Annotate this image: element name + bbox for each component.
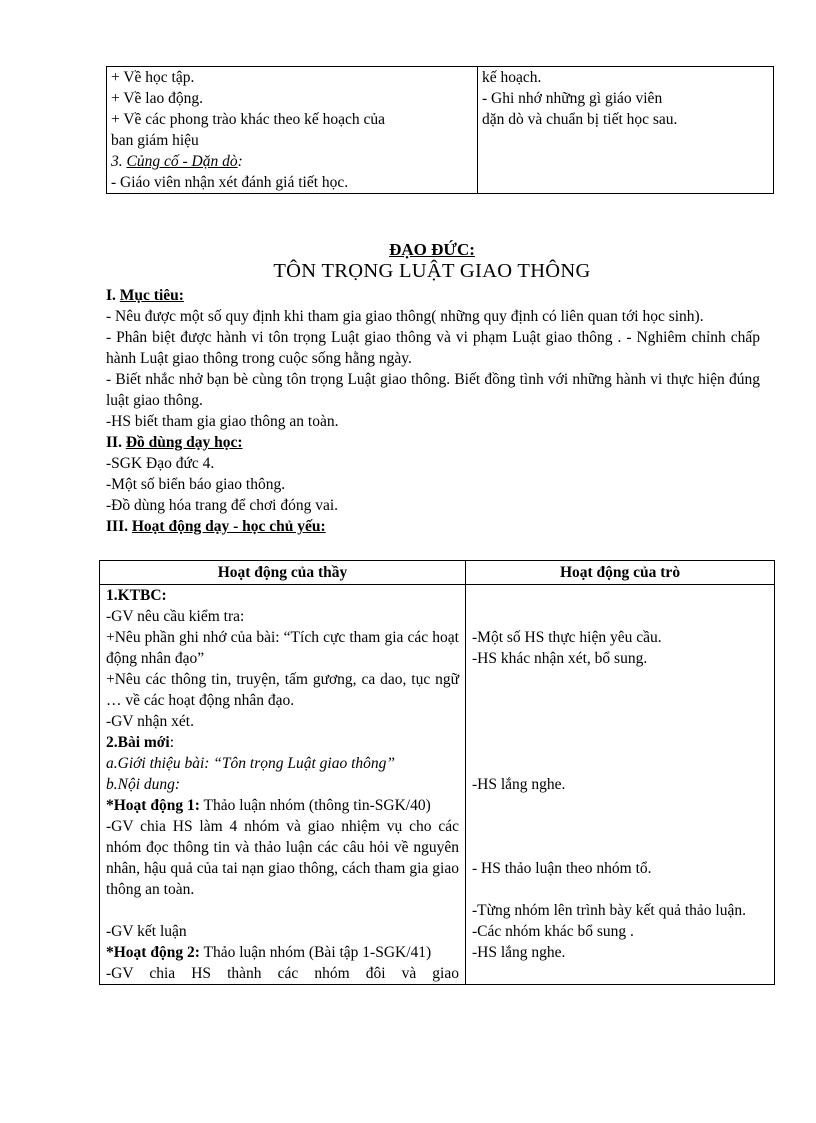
continuation-teacher-cell	[107, 67, 478, 194]
section-title: Hoạt động dạy - học chủ yếu:	[131, 518, 326, 535]
section-title: Đồ dùng dạy học:	[125, 434, 243, 451]
blank-line	[472, 795, 770, 816]
student-cell	[466, 585, 775, 985]
section-colon: :	[237, 153, 243, 170]
activity-2-text: Thảo luận nhóm (Bài tập 1-SGK/41)	[199, 944, 432, 961]
header-teacher: Hoạt động của thầy	[100, 561, 466, 585]
blank-line	[472, 669, 770, 690]
section-number: I.	[106, 287, 120, 304]
activity-2-heading	[106, 942, 459, 963]
text-line: +Nêu các thông tin, truyện, tấm gương, ca dao, tục ngữ … về các hoạt động nhân đạo.	[106, 671, 459, 709]
text-line: +Nêu phần ghi nhớ của bài: “Tích cực tham gia các hoạt động nhân đạo”	[106, 629, 459, 667]
material-item: -SGK Đạo đức 4.	[106, 455, 215, 472]
section-number: II.	[106, 434, 126, 451]
section-heading	[106, 516, 760, 537]
blank-line	[472, 753, 770, 774]
text-line: - Giáo viên nhận xét đánh giá tiết học.	[111, 174, 349, 191]
section-heading	[106, 432, 760, 453]
activity-1-body: -GV chia HS làm 4 nhóm và giao nhiệm vụ cho các nhóm đọc thông tin và thảo luận các câu hỏi về nguyên nhân, hậu quả của tai nạn giao thông, cách tham gia giao thông an toàn.	[106, 818, 459, 898]
new-lesson-label: 2.Bài mới	[106, 734, 170, 751]
activity-1-label: *Hoạt động 1:	[106, 797, 200, 814]
section-number: III.	[106, 518, 132, 535]
text-line: dặn dò và chuẩn bị tiết học sau.	[482, 111, 678, 128]
intro-line	[106, 753, 459, 774]
blank-line	[472, 837, 770, 858]
continuation-table	[106, 66, 774, 194]
blank-line	[106, 900, 459, 921]
student-item: -HS khác nhận xét, bổ sung.	[472, 650, 648, 667]
text-line: kế hoạch.	[482, 69, 542, 86]
activity-2-body: -GV chia HS thành các nhóm đôi và giao	[106, 965, 459, 982]
intro-label: a.Giới thiệu bài:	[106, 755, 210, 772]
blank-line	[472, 816, 770, 837]
ktbc-heading: 1.KTBC:	[106, 587, 167, 604]
text-line: + Về học tập.	[111, 69, 195, 86]
student-item: -HS lắng nghe.	[472, 776, 566, 793]
text-line: -GV nhận xét.	[106, 713, 194, 730]
table-row	[100, 585, 775, 985]
objective-item: - Phân biệt được hành vi tôn trọng Luật giao thông và vi phạm Luật giao thông . - Nghiêm chỉnh chấp hành Luật giao thông trong cuộc sống hằng ngày.	[106, 329, 760, 367]
section-title: Mục tiêu:	[119, 287, 184, 304]
blank-line	[472, 879, 770, 900]
objective-item: - Nêu được một số quy định khi tham gia giao thông( những quy định có liên quan tới học sinh).	[106, 308, 704, 325]
activity-2-label: *Hoạt động 2:	[106, 944, 200, 961]
student-item: -HS lắng nghe.	[472, 944, 566, 961]
blank-line	[472, 585, 770, 606]
section-heading	[106, 285, 760, 306]
objective-item: -HS biết tham gia giao thông an toàn.	[106, 413, 339, 430]
text-line: ban giám hiệu	[111, 132, 199, 149]
header-student: Hoạt động của trò	[466, 561, 775, 585]
content-label: b.Nội dung:	[106, 776, 181, 793]
student-item: -Từng nhóm lên trình bày kết quả thảo luận.	[472, 902, 746, 919]
text-line: -GV kết luận	[106, 923, 187, 940]
student-item: -Một số HS thực hiện yêu cầu.	[472, 629, 662, 646]
new-lesson-colon: :	[169, 734, 175, 751]
blank-line	[472, 732, 770, 753]
lesson-title: TÔN TRỌNG LUẬT GIAO THÔNG	[273, 260, 591, 282]
objective-item: - Biết nhắc nhở bạn bè cùng tôn trọng Luật giao thông. Biết đồng tình với những hành vi thực hiện đúng luật giao thông.	[106, 371, 760, 409]
text-line: + Về lao động.	[111, 90, 203, 107]
teacher-cell	[100, 585, 466, 985]
text-line: -GV nêu cầu kiểm tra:	[106, 608, 245, 625]
material-item: -Đồ dùng hóa trang để chơi đóng vai.	[106, 497, 339, 514]
new-lesson-heading	[106, 732, 459, 753]
section-title: Củng cố - Dặn dò	[126, 153, 238, 170]
blank-line	[472, 606, 770, 627]
student-item: -Các nhóm khác bổ sung .	[472, 923, 634, 940]
student-item: - HS thảo luận theo nhóm tổ.	[472, 860, 652, 877]
continuation-student-cell	[478, 67, 774, 194]
activity-1-text: Thảo luận nhóm (thông tin-SGK/40)	[199, 797, 431, 814]
lesson-body	[106, 285, 760, 537]
text-line: + Về các phong trào khác theo kế hoạch của	[111, 111, 385, 128]
blank-line	[472, 711, 770, 732]
blank-line	[472, 690, 770, 711]
section-number: 3.	[111, 153, 127, 170]
activity-1-heading	[106, 795, 459, 816]
material-item: -Một số biển báo giao thông.	[106, 476, 286, 493]
table-header-row	[100, 561, 775, 585]
text-line: - Ghi nhớ những gì giáo viên	[482, 90, 663, 107]
subject-heading: ĐẠO ĐỨC:	[389, 240, 475, 259]
activities-table	[99, 560, 775, 985]
section-heading	[111, 151, 477, 172]
intro-text: “Tôn trọng Luật giao thông”	[209, 755, 396, 772]
